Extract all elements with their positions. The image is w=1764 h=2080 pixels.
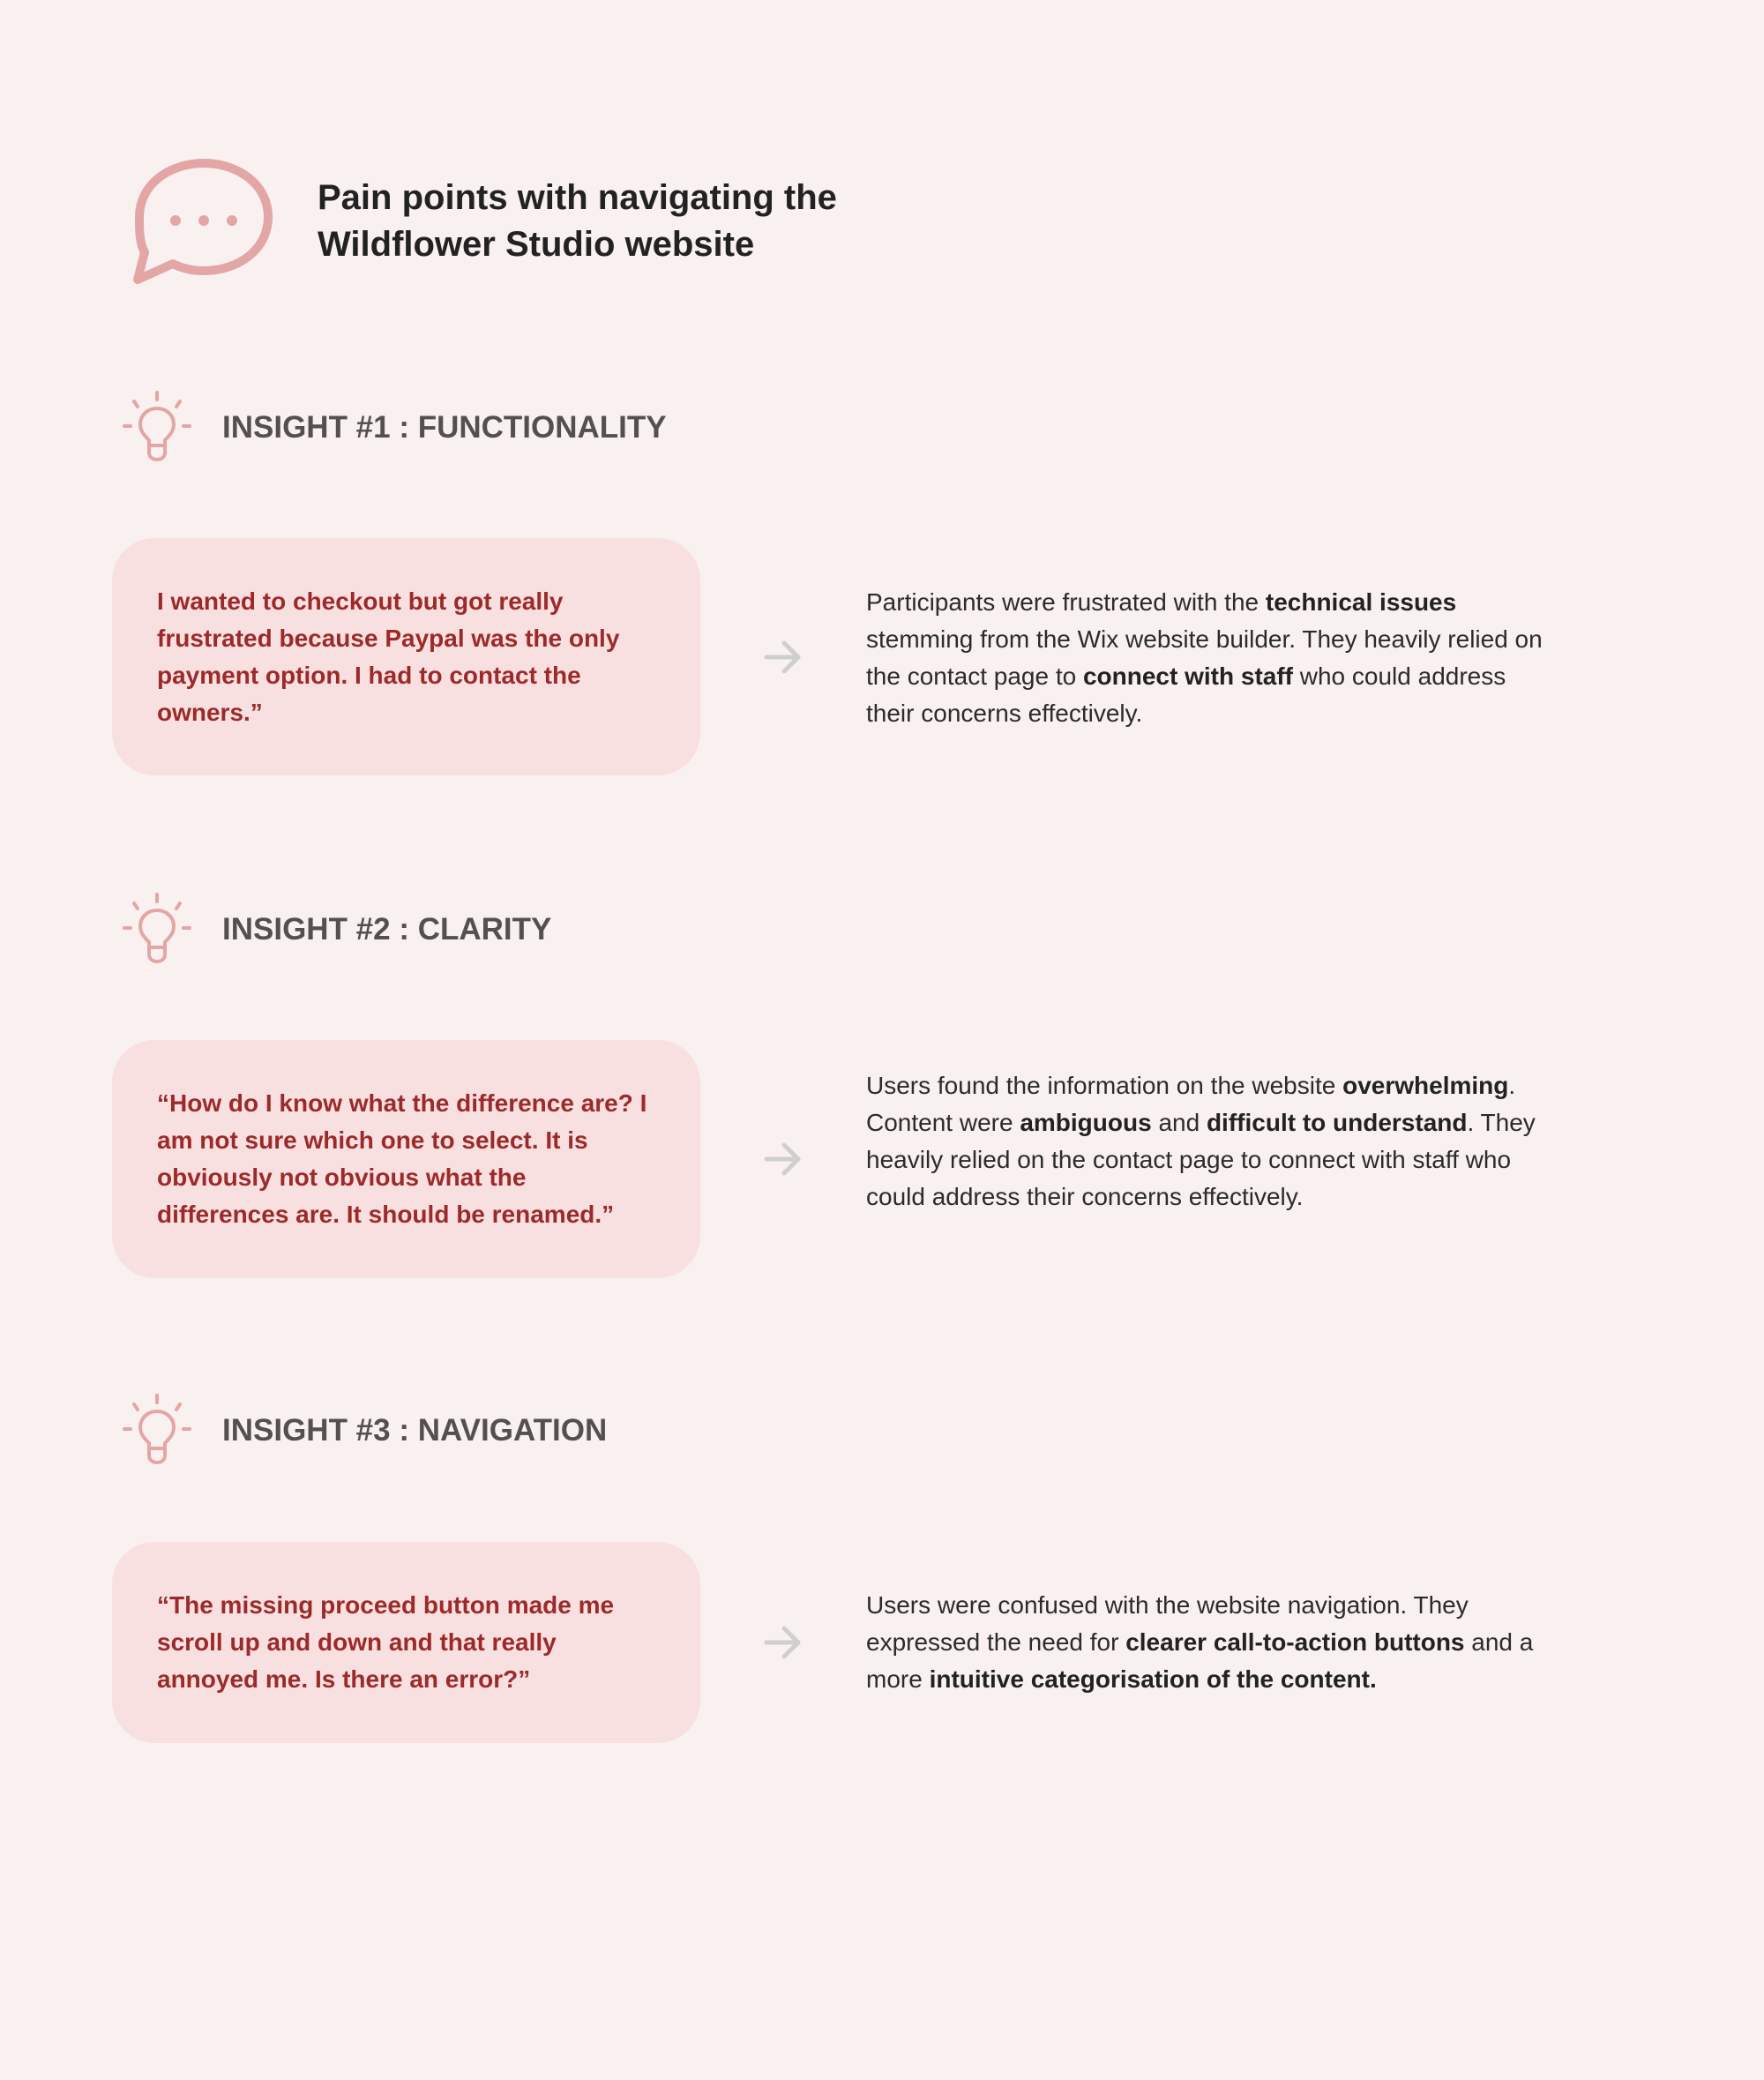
page-header: [132, 157, 926, 289]
insight-title: INSIGHT #3 : NAVIGATION: [222, 1413, 608, 1448]
lightbulb-icon: [122, 391, 192, 461]
insight-heading: [122, 893, 916, 963]
insight-description: Users found the information on the website overwhelming. Content were ambiguous and difficult to understand. They heavily relied on the contact page to connect with staff who could address their concerns effectively.: [866, 1072, 1536, 1210]
page-title-line-1: Pain points with navigating the: [318, 178, 837, 217]
insight-functionality: [0, 391, 1764, 744]
quote-text: “How do I know what the difference are? I am not sure which one to select. It is obviously not obvious what the differences are. It should be renamed.”: [157, 1089, 647, 1228]
quote-card: [112, 538, 700, 775]
insight-heading: [122, 391, 916, 461]
lightbulb-icon: [122, 893, 192, 963]
insight-clarity: [0, 893, 1764, 1246]
insight-navigation: [0, 1394, 1764, 1747]
page-title: [318, 175, 935, 268]
lightbulb-icon: [122, 1394, 192, 1464]
insight-description: Participants were frustrated with the technical issues stemming from the Wix website builder. They heavily relied on the contact page to connect with staff who could address their concerns effectively.: [866, 588, 1543, 727]
insight-title: INSIGHT #2 : CLARITY: [222, 912, 552, 946]
insight-description: Users were confused with the website navigation. They expressed the need for clearer call-to-action buttons and a more intuitive categorisation of the content.: [866, 1591, 1534, 1693]
quote-card: [112, 1542, 700, 1743]
insight-title: INSIGHT #1 : FUNCTIONALITY: [222, 410, 667, 445]
arrow-right-icon: [764, 1625, 803, 1660]
arrow-right-icon: [764, 640, 803, 675]
quote-text: I wanted to checkout but got really frustrated because Paypal was the only payment option. I had to contact the owners.”: [157, 587, 620, 726]
quote-card: [112, 1040, 700, 1278]
quote-text: “The missing proceed button made me scroll up and down and that really annoyed me. Is there an error?”: [157, 1591, 615, 1693]
page-title-line-2: Wildflower Studio website: [318, 225, 755, 264]
insight-heading: [122, 1394, 916, 1464]
chat-bubble-icon: [132, 157, 275, 286]
arrow-right-icon: [764, 1141, 803, 1177]
